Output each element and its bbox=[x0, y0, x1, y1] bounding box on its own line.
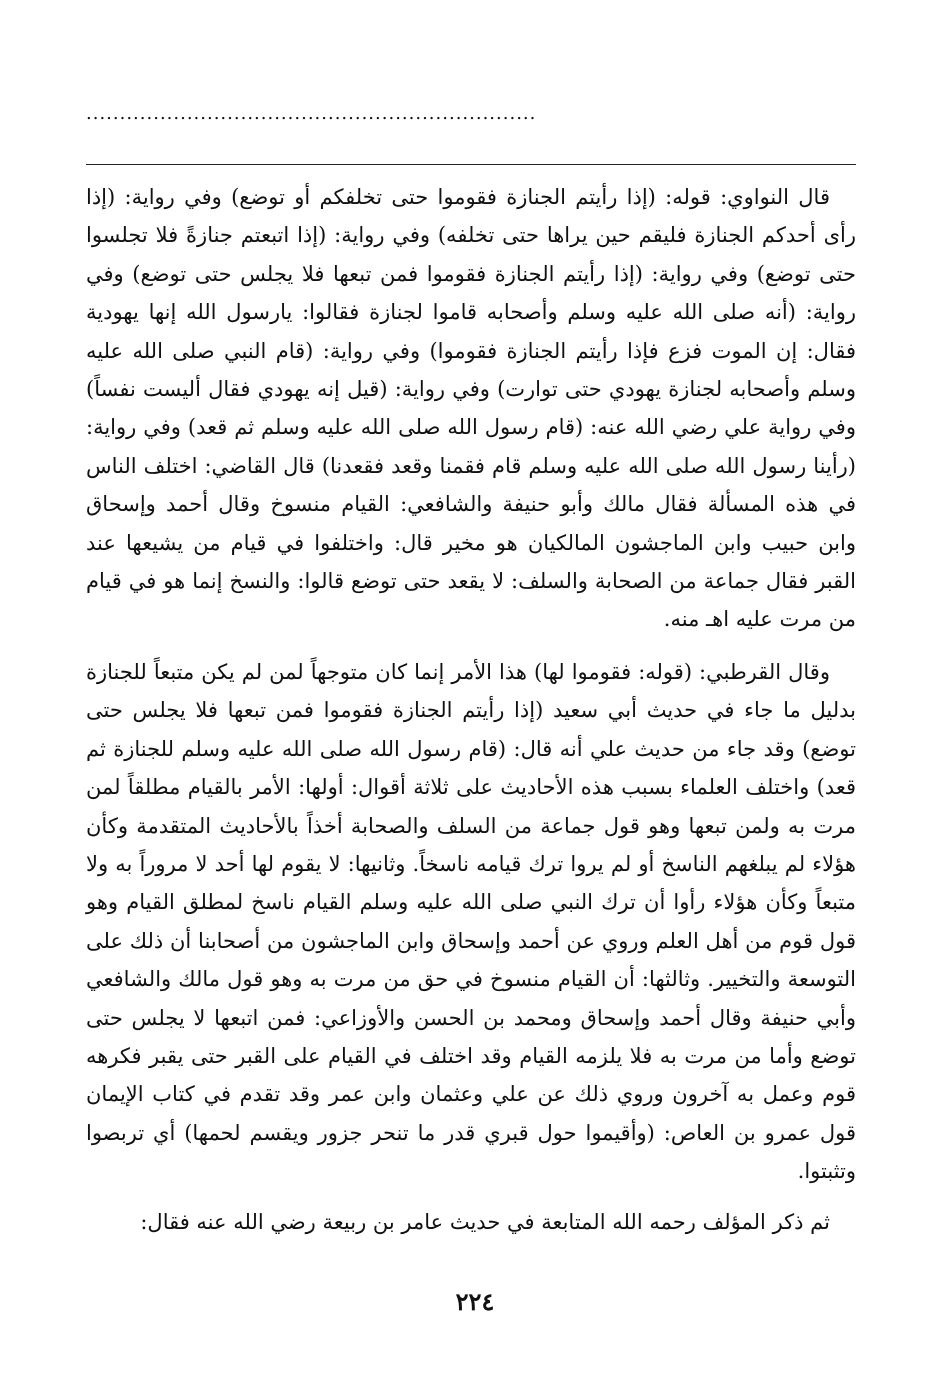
paragraph-qurtubi: وقال القرطبي: (قوله: فقوموا لها) هذا الأمر إنما كان متوجهاً لمن لم يكن متبعاً للجنازة بدليل ما جاء في حديث أبي سعيد (إذا رأيتم الجنازة فقوموا فمن تبعها فلا يجلس حتى توضع) وقد جاء من حديث علي أنه قال: (قام رسول الله صلى الله عليه وسلم للجنازة ثم قعد) واختلف العلماء بسبب هذه الأحاديث على ثلاثة أقوال: أولها: الأمر بالقيام مطلقاً لمن مرت به ولمن تبعها وهو قول جماعة من السلف والصحابة أخذاً بالأحاديث المتقدمة وكأن هؤلاء لم يبلغهم الناسخ أو لم يروا ترك قيامه ناسخاً. وثانيها: لا يقوم لها أحد لا مروراً به ولا متبعاً وكأن هؤلاء رأوا أن ترك النبي صلى الله عليه وسلم القيام ناسخ لمطلق القيام وهو قول قوم من أهل العلم وروي عن أحمد وإسحاق وابن الماجشون من أصحابنا أن ذلك على التوسعة والتخيير. وثالثها: أن القيام منسوخ في حق من مرت به وهو قول مالك والشافعي وأبي حنيفة وقال أحمد وإسحاق ومحمد بن الحسن والأوزاعي: فمن اتبعها لا يجلس حتى توضع وأما من مرت به فلا يلزمه القيام وقد اختلف في القيام على القبر حتى يقبر فكرهه قوم وعمل به آخرون وروي ذلك عن علي وعثمان وابن عمر وقد تقدم في كتاب الإيمان قول عمرو بن العاص: (وأقيموا حول قبري قدر ما تنحر جزور ويقسم لحمها) أي تربصوا وتثبتوا. bbox=[86, 659, 856, 1184]
page-number: ٢٢٤ bbox=[455, 1287, 495, 1316]
horizontal-rule bbox=[86, 164, 856, 165]
paragraph-nawawi: قال النواوي: قوله: (إذا رأيتم الجنازة فقوموا حتى تخلفكم أو توضع) وفي رواية: (إذا رأى أحدكم الجنازة فليقم حين يراها حتى تخلفه) وفي رواية: (إذا اتبعتم جنازةً فلا تجلسوا حتى توضع) وفي رواية: (إذا رأيتم الجنازة فقوموا فمن تبعها فلا يجلس حتى توضع) وفي رواية: (أنه صلى الله عليه وسلم وأصحابه قاموا لجنازة فقالوا: يارسول الله إنها يهودية فقال: إن الموت فزع فإذا رأيتم الجنازة فقوموا) وفي رواية: (قام النبي صلى الله عليه وسلم وأصحابه لجنازة يهودي حتى توارت) وفي رواية: (قيل إنه يهودي فقال أليست نفساً) وفي رواية علي رضي الله عنه: (قام رسول الله صلى الله عليه وسلم ثم قعد) وفي رواية: (رأينا رسول الله صلى الله عليه وسلم قام فقمنا وقعد فقعدنا) قال القاضي: اختلف الناس في هذه المسألة فقال مالك وأبو حنيفة والشافعي: القيام منسوخ وقال أحمد وإسحاق وابن حبيب وابن الماجشون المالكيان هو مخير قال: واختلفوا في قيام من يشيعها عند القبر فقال جماعة من الصحابة والسلف: لا يقعد حتى توضع قالوا: والنسخ إنما هو في قيام من مرت عليه اهـ منه. bbox=[86, 185, 857, 632]
paragraph-author: ثم ذكر المؤلف رحمه الله المتابعة في حديث عامر بن ربيعة رضي الله عنه فقال: bbox=[140, 1209, 830, 1234]
main-text bbox=[86, 178, 856, 1241]
dotted-separator: ................................................................... bbox=[86, 106, 537, 122]
